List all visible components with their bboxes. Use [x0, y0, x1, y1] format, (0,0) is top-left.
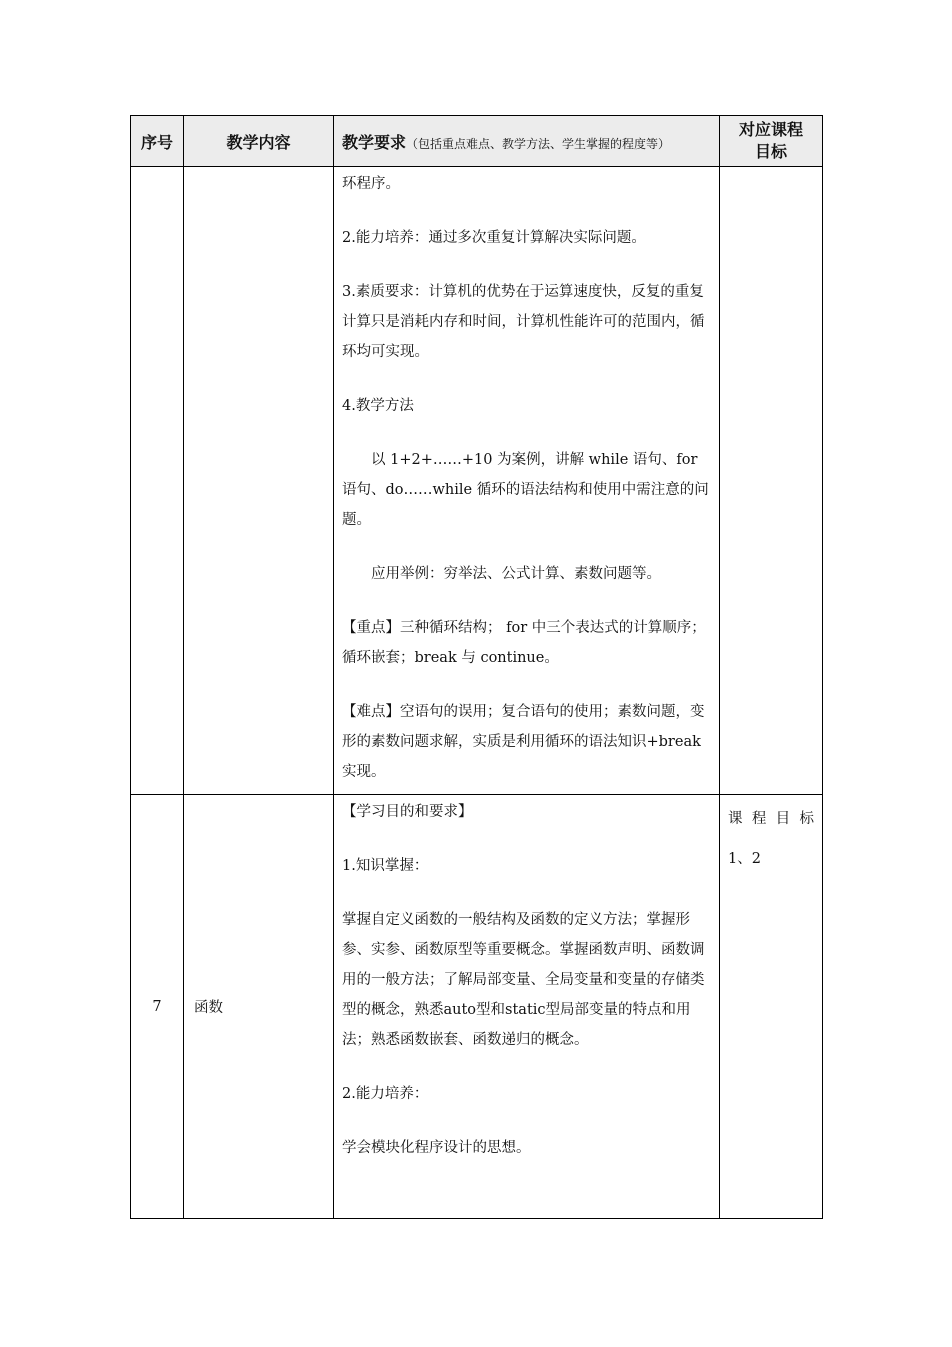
cont-requirements-cell	[334, 167, 720, 795]
row7-requirements-cell	[334, 795, 720, 1219]
cont-paragraph: 【难点】空语句的误用；复合语句的使用；素数问题，变形的素数问题求解，实质是利用循环的语法知识+break 实现。	[342, 704, 705, 780]
cont-paragraph: 应用举例：穷举法、公式计算、素数问题等。	[371, 566, 661, 582]
cont-paragraph: 4.教学方法	[342, 398, 414, 414]
row7-paragraph: 学会模块化程序设计的思想。	[342, 1140, 531, 1156]
cont-paragraph: 3.素质要求：计算机的优势在于运算速度快，反复的重复计算只是消耗内存和时间，计算机性能许可的范围内，循环均可实现。	[342, 284, 705, 360]
cont-seq-cell	[131, 167, 184, 795]
row7-seq: 7	[131, 795, 184, 1219]
header-requirements-note: （包括重点难点、教学方法、学生掌握的程度等）	[406, 136, 671, 151]
header-content: 教学内容	[184, 116, 334, 167]
row7-target-cell	[720, 795, 823, 1219]
row7-paragraph: 1.知识掌握：	[342, 858, 429, 874]
row7-target-line2: 1、2	[728, 851, 761, 867]
cont-paragraph: 环程序。	[342, 176, 400, 192]
row7-content: 函数	[184, 795, 334, 1219]
header-seq: 序号	[131, 116, 184, 167]
header-requirements	[334, 116, 720, 167]
cont-paragraph: 【重点】三种循环结构； for 中三个表达式的计算顺序；循环嵌套；break 与 continue。	[342, 620, 706, 666]
header-row	[131, 116, 823, 167]
cont-paragraph: 2.能力培养：通过多次重复计算解决实际问题。	[342, 230, 646, 246]
cont-content-cell	[184, 167, 334, 795]
syllabus-table	[130, 115, 823, 1219]
table-row-continued	[131, 167, 823, 795]
row7-target-line1: 课 程 目 标	[728, 811, 814, 827]
cont-target-cell	[720, 167, 823, 795]
header-target	[720, 116, 823, 167]
cont-paragraph: 以 1+2+……+10 为案例，讲解 while 语句、for 语句、do……while 循环的语法结构和使用中需注意的问题。	[342, 452, 709, 528]
row7-paragraph: 【学习目的和要求】	[342, 804, 473, 820]
row7-paragraph: 2.能力培养：	[342, 1086, 429, 1102]
header-requirements-title: 教学要求	[342, 132, 407, 152]
row7-paragraph: 掌握自定义函数的一般结构及函数的定义方法；掌握形参、实参、函数原型等重要概念。掌握函数声明、函数调用的一般方法；了解局部变量、全局变量和变量的存储类型的概念，熟悉auto型和static型局部变量的特点和用法；熟悉函数嵌套、函数递归的概念。	[342, 912, 705, 1048]
table-row-7	[131, 795, 823, 1219]
header-target-line2: 目标	[754, 142, 787, 161]
header-target-line1: 对应课程	[738, 120, 803, 139]
